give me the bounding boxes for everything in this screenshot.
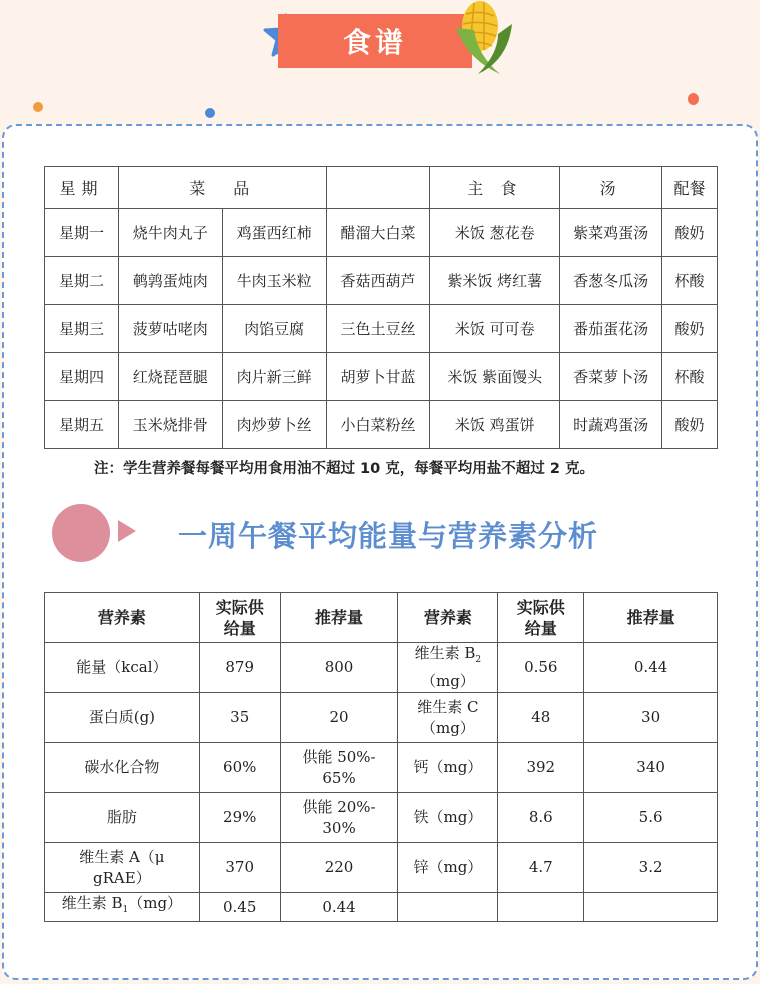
nutrition-header-row: [45, 593, 718, 643]
table-cell: 小白菜粉丝: [326, 401, 430, 449]
table-cell: 0.56: [498, 643, 584, 693]
table-cell: [45, 893, 200, 922]
table-cell: 蛋白质(g): [45, 693, 200, 743]
nutrient-label: 维生素 B: [61, 894, 123, 912]
page-title: 食谱: [278, 14, 472, 68]
menu-header-cell: 主 食: [430, 167, 560, 209]
table-cell: [280, 743, 398, 793]
table-row: [45, 353, 718, 401]
nutrient-subscript: 1: [122, 905, 129, 915]
table-cell: 星期五: [45, 401, 119, 449]
table-cell: 铁（mg）: [398, 793, 498, 843]
table-cell: 肉片新三鲜: [222, 353, 326, 401]
table-row: [45, 305, 718, 353]
section-triangle-icon: [118, 520, 136, 542]
table-cell: 时蔬鸡蛋汤: [560, 401, 662, 449]
table-cell: 60%: [199, 743, 280, 793]
menu-table: [44, 166, 718, 449]
recommended-line: 供能 20%-: [302, 797, 376, 816]
table-cell: 879: [199, 643, 280, 693]
table-cell: 香葱冬瓜汤: [560, 257, 662, 305]
nutrition-header-cell: 推荐量: [280, 593, 398, 643]
nutrient-unit: gRAE）: [93, 868, 151, 887]
recommended-line: 30%: [322, 818, 356, 837]
table-cell: 醋溜大白菜: [326, 209, 430, 257]
table-cell: 4.7: [498, 843, 584, 893]
table-cell: 胡萝卜甘蓝: [326, 353, 430, 401]
table-cell: 米饭 紫面馒头: [430, 353, 560, 401]
decor-dot: [33, 102, 43, 112]
nutrition-header-cell: 推荐量: [584, 593, 718, 643]
table-cell: 340: [584, 743, 718, 793]
table-cell: 0.45: [199, 893, 280, 922]
table-cell: 烧牛肉丸子: [118, 209, 222, 257]
table-cell: 锌（mg）: [398, 843, 498, 893]
table-cell: 米饭 鸡蛋饼: [430, 401, 560, 449]
table-cell: 番茄蛋花汤: [560, 305, 662, 353]
menu-header-cell: 配餐: [662, 167, 718, 209]
decor-dot: [205, 108, 215, 118]
table-cell: 星期四: [45, 353, 119, 401]
menu-header-cell: 星期: [45, 167, 119, 209]
recommended-line: 65%: [322, 768, 356, 787]
table-cell: 米饭 可可卷: [430, 305, 560, 353]
nutrient-subscript: 2: [475, 655, 482, 665]
menu-header-row: [45, 167, 718, 209]
menu-header-cell: 汤: [560, 167, 662, 209]
table-cell: 8.6: [498, 793, 584, 843]
table-cell: 酸奶: [662, 401, 718, 449]
table-cell: 星期二: [45, 257, 119, 305]
header-line: 给量: [223, 618, 256, 638]
table-cell: 鸡蛋西红柿: [222, 209, 326, 257]
nutrition-header-cell: 营养素: [398, 593, 498, 643]
nutrient-unit: （mg）: [420, 672, 475, 690]
table-cell: 紫米饭 烤红薯: [430, 257, 560, 305]
table-cell: 红烧琵琶腿: [118, 353, 222, 401]
table-cell: [498, 893, 584, 922]
table-cell: 29%: [199, 793, 280, 843]
table-row: [45, 743, 718, 793]
header-line: 实际供: [215, 597, 264, 617]
table-cell: 30: [584, 693, 718, 743]
nutrient-label: 维生素 B: [414, 644, 476, 662]
table-row: [45, 843, 718, 893]
table-cell: 370: [199, 843, 280, 893]
table-cell: 脂肪: [45, 793, 200, 843]
table-cell: 肉馅豆腐: [222, 305, 326, 353]
table-cell: [584, 893, 718, 922]
table-cell: 碳水化合物: [45, 743, 200, 793]
table-cell: 0.44: [280, 893, 398, 922]
recommended-line: 供能 50%-: [302, 747, 376, 766]
nutrient-label: 维生素 C: [417, 697, 479, 716]
table-cell: 紫菜鸡蛋汤: [560, 209, 662, 257]
table-cell: 肉炒萝卜丝: [222, 401, 326, 449]
section-circle-icon: [52, 504, 110, 562]
table-cell: 能量（kcal）: [45, 643, 200, 693]
menu-note: 注：学生营养餐每餐平均用食用油不超过 10 克，每餐平均用盐不超过 2 克。: [94, 461, 594, 477]
table-cell: 香菜萝卜汤: [560, 353, 662, 401]
table-cell: 菠萝咕咾肉: [118, 305, 222, 353]
table-cell: 三色土豆丝: [326, 305, 430, 353]
nutrition-table: [44, 592, 718, 922]
table-cell: 220: [280, 843, 398, 893]
table-cell: [398, 643, 498, 693]
nutrition-header-cell: 营养素: [45, 593, 200, 643]
table-row: [45, 401, 718, 449]
table-cell: 星期三: [45, 305, 119, 353]
section-title: 一周午餐平均能量与营养素分析: [178, 519, 599, 553]
nutrition-header-cell: [498, 593, 584, 643]
table-cell: [45, 843, 200, 893]
nutrient-unit: （mg）: [128, 894, 183, 912]
table-cell: 杯酸: [662, 353, 718, 401]
table-cell: [398, 893, 498, 922]
table-row: [45, 893, 718, 922]
header-line: 给量: [524, 618, 557, 638]
table-cell: 20: [280, 693, 398, 743]
table-cell: 牛肉玉米粒: [222, 257, 326, 305]
table-cell: 5.6: [584, 793, 718, 843]
table-row: [45, 693, 718, 743]
nutrient-label: 维生素 A（μ: [79, 847, 165, 866]
table-cell: [280, 793, 398, 843]
header-line: 实际供: [516, 597, 565, 617]
decor-dot: [688, 93, 699, 105]
nutrition-header-cell: [199, 593, 280, 643]
table-cell: 香菇西葫芦: [326, 257, 430, 305]
table-cell: 鹌鹑蛋炖肉: [118, 257, 222, 305]
table-cell: 玉米烧排骨: [118, 401, 222, 449]
table-cell: [398, 693, 498, 743]
menu-header-cell: [326, 167, 430, 209]
table-cell: 米饭 葱花卷: [430, 209, 560, 257]
header-area: [0, 0, 760, 130]
corn-icon: [448, 0, 518, 76]
table-cell: 392: [498, 743, 584, 793]
nutrient-unit: （mg）: [420, 718, 475, 737]
table-cell: 钙（mg）: [398, 743, 498, 793]
table-cell: 0.44: [584, 643, 718, 693]
table-cell: 酸奶: [662, 209, 718, 257]
menu-header-cell: 菜 品: [118, 167, 326, 209]
table-cell: 35: [199, 693, 280, 743]
table-row: [45, 209, 718, 257]
table-cell: 星期一: [45, 209, 119, 257]
table-row: [45, 643, 718, 693]
table-cell: 48: [498, 693, 584, 743]
table-row: [45, 793, 718, 843]
table-cell: 800: [280, 643, 398, 693]
table-cell: 3.2: [584, 843, 718, 893]
table-cell: 杯酸: [662, 257, 718, 305]
table-cell: 酸奶: [662, 305, 718, 353]
table-row: [45, 257, 718, 305]
